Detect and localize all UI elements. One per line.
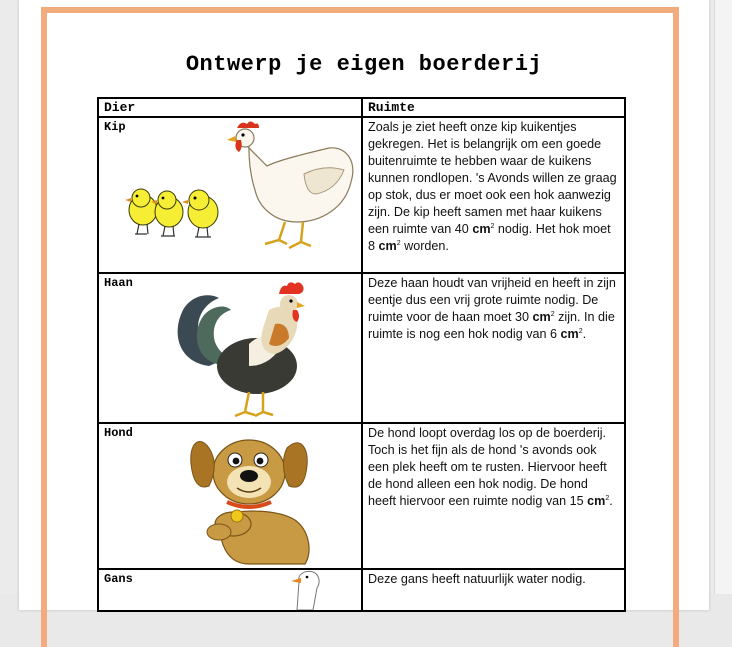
header-space: Ruimte	[362, 98, 625, 117]
table-row	[98, 117, 625, 273]
header-animal: Dier	[98, 98, 362, 117]
animal-name: Haan	[104, 276, 133, 290]
description-cell-kip	[362, 117, 625, 273]
description-gans: Deze gans heeft natuurlijk water nodig.	[368, 572, 586, 586]
description-haan: Deze haan houdt van vrijheid en heeft in zijn eentje dus een vrij grote ruimte nodig. De ruimte voor de haan moet 30 $cm^2$ zijn. In die ruimte is nog een hok nodig van 6 $cm^2$.	[368, 276, 616, 341]
table-row	[98, 423, 625, 569]
table-row	[98, 273, 625, 423]
animal-cell-kip	[98, 117, 362, 273]
animal-name: Hond	[104, 426, 133, 440]
table-header-row	[98, 98, 625, 117]
document-page	[19, 0, 709, 610]
animal-cell-haan	[98, 273, 362, 423]
rooster-illustration	[99, 274, 361, 422]
goose-illustration	[99, 570, 361, 610]
table-row	[98, 569, 625, 611]
hen-illustration	[99, 118, 361, 272]
animal-name: Gans	[104, 572, 133, 586]
document-title: Ontwerp je eigen boerderij	[185, 52, 543, 77]
description-cell-haan	[362, 273, 625, 423]
description-cell-gans	[362, 569, 625, 611]
animal-name: Kip	[104, 120, 126, 134]
vertical-scrollbar[interactable]	[714, 0, 732, 594]
dog-illustration	[99, 424, 361, 568]
animal-cell-hond	[98, 423, 362, 569]
animal-cell-gans	[98, 569, 362, 611]
description-kip: Zoals je ziet heeft onze kip kuikentjes gekregen. Het is belangrijk om een goede buitenruimte te hebben waar de kuikens kunnen rondlopen. 's Avonds willen ze graag op stok, dus er moet ook een hok aanwezig zijn. De kip heeft samen met haar kuikens een ruimte van 40 $cm^2$ nodig. Het hok moet 8 $cm^2$ worden.	[368, 120, 617, 253]
description-hond: De hond loopt overdag los op de boerderij. Toch is het fijn als de hond 's avonds ook een plek heeft om te rusten. Hiervoor heeft de hond alleen een hok nodig. De hond heeft hiervoor een ruimte nodig van 15 $cm^2$.	[368, 426, 613, 508]
animal-table	[97, 97, 626, 612]
description-cell-hond	[362, 423, 625, 569]
